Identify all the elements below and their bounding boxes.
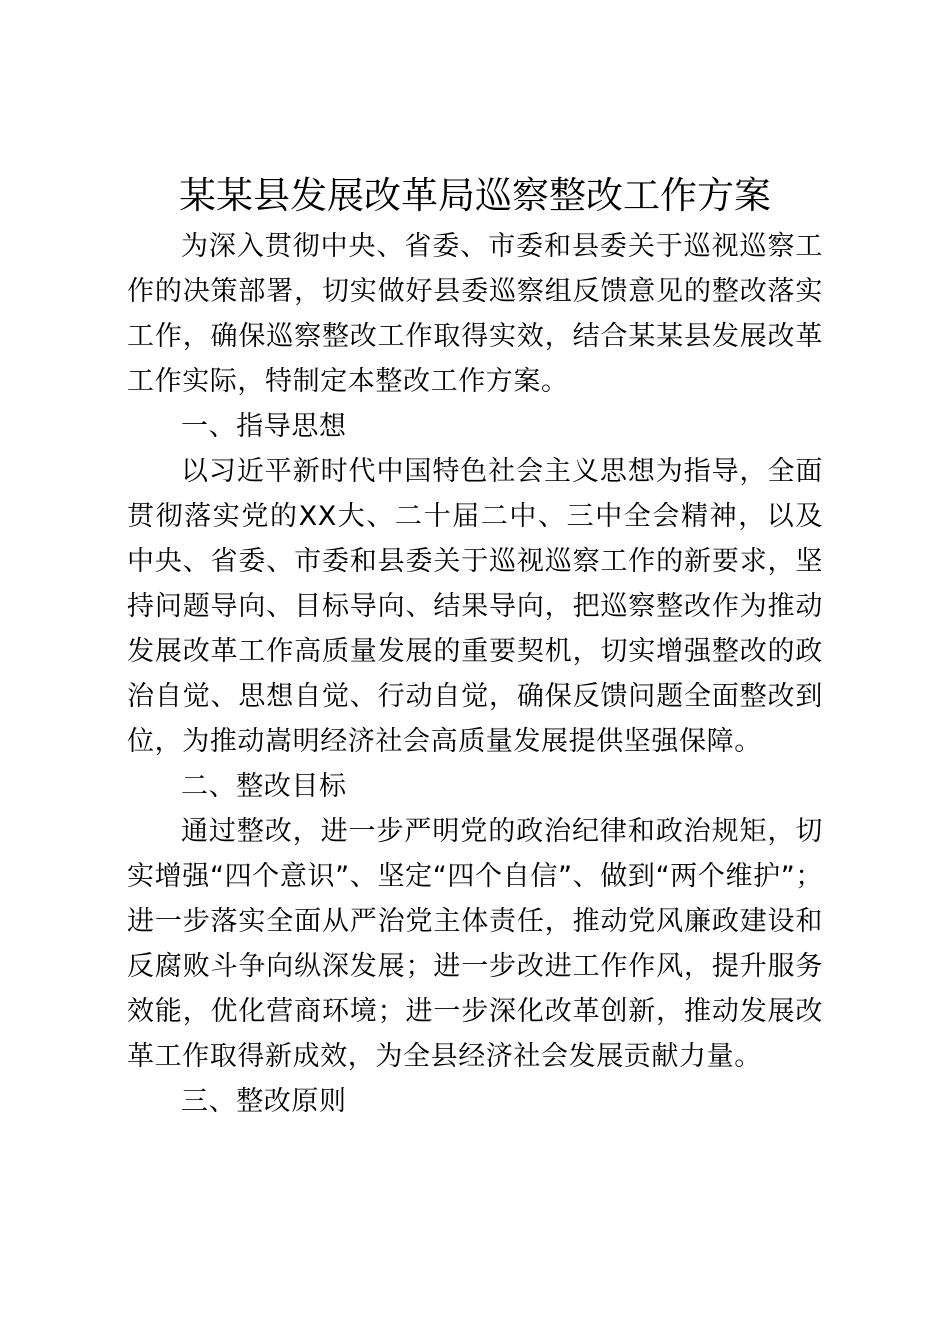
- document-title: 某某县发展改革局巡察整改工作方案: [179, 174, 771, 217]
- section-heading-guiding-thought: 一、指导思想: [181, 411, 347, 442]
- document-body: [127, 224, 823, 1124]
- section-heading-goals: 二、整改目标: [181, 771, 347, 802]
- goals-paragraph: 通过整改，进一步严明党的政治纪律和政治规矩，切实增强“四个意识”、坚定“四个自信”、做到“两个维护”；进一步落实全面从严治党主体责任，推动党风廉政建设和反腐败斗争向纵深发展；进一步改进工作作风，提升服务效能，优化营商环境；进一步深化改革创新，推动发展改革工作取得新成效，为全县经济社会发展贡献力量。: [127, 816, 823, 1072]
- section-heading-principles: 三、整改原则: [181, 1086, 347, 1117]
- guiding-thought-paragraph: 以习近平新时代中国特色社会主义思想为指导，全面贯彻落实党的XX大、二十届二中、三中全会精神，以及中央、省委、市委和县委关于巡视巡察工作的新要求，坚持问题导向、目标导向、结果导向，把巡察整改作为推动发展改革工作高质量发展的重要契机，切实增强整改的政治自觉、思想自觉、行动自觉，确保反馈问题全面整改到位，为推动嵩明经济社会高质量发展提供坚强保障。: [127, 456, 823, 757]
- intro-paragraph: 为深入贯彻中央、省委、市委和县委关于巡视巡察工作的决策部署，切实做好县委巡察组反馈意见的整改落实工作，确保巡察整改工作取得实效，结合某某县发展改革工作实际，特制定本整改工作方案。: [127, 231, 823, 397]
